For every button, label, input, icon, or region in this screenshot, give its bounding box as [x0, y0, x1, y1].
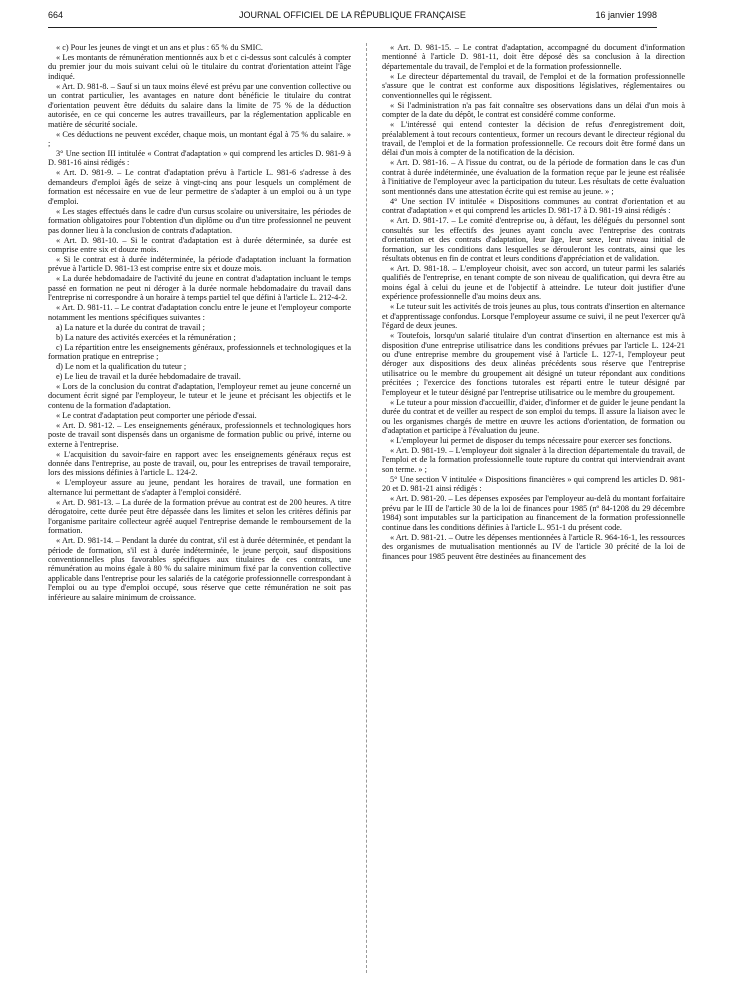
paragraph: 3° Une section III intitulée « Contrat d'adaptation » qui comprend les articles D. 981-9 à D. 981-16 ainsi rédigés :	[48, 148, 351, 168]
left-column	[48, 43, 351, 603]
right-column	[382, 43, 685, 561]
paragraph: « L'acquisition du savoir-faire en rapport avec les enseignements généraux reçus est donnée dans l'entreprise, au poste de travail, ou, pour les entreprises de travail temporaire, lors des missions définies à l'article L. 124-2.	[48, 449, 351, 478]
paragraph: « Art. D. 981-10. – Si le contrat d'adaptation est à durée déterminée, sa durée est comprise entre six et douze mois.	[48, 235, 351, 255]
paragraph: « Art. D. 981-13. – La durée de la formation prévue au contrat est de 200 heures. A titre dérogatoire, cette durée peut être dépassée dans les limites et selon les critères définis par l'organisme paritaire collecteur agréé auquel l'entreprise demande le remboursement de la formation.	[48, 497, 351, 536]
paragraph: « Art. D. 981-15. – Le contrat d'adaptation, accompagné du document d'information mentionné à l'article D. 981-11, doit être déposé dès sa conclusion à la direction départementale du travail, de l'emploi et de la formation professionnelle.	[382, 43, 685, 71]
paragraph: « Art. D. 981-11. – Le contrat d'adaptation conclu entre le jeune et l'employeur comporte notamment les mentions spécifiques suivantes :	[48, 303, 351, 322]
paragraph: 4° Une section IV intitulée « Dispositions communes au contrat d'orientation et au contrat d'adaptation » et qui comprend les articles D. 981-17 à D. 981-19 ainsi rédigés :	[382, 196, 685, 216]
paragraph: « Les stages effectués dans le cadre d'un cursus scolaire ou universitaire, les périodes de formation obligatoires pour l'obtention d'un diplôme ou d'un titre professionnel ne peuvent pas donner lieu à la conclusion de contrats d'adaptation.	[48, 206, 351, 235]
column-separator	[366, 43, 367, 973]
paragraph: « Art. D. 981-12. – Les enseignements généraux, professionnels et technologiques hors poste de travail sont dispensés dans un organisme de formation public ou privé, interne ou externe à l'entreprise.	[48, 420, 351, 449]
paragraph: e) Le lieu de travail et la durée hebdomadaire de travail.	[56, 371, 241, 381]
journal-title: JOURNAL OFFICIEL DE LA RÉPUBLIQUE FRANÇAISE	[239, 10, 466, 20]
paragraph: « Le tuteur suit les activités de trois jeunes au plus, tous contrats d'insertion en alternance et d'apprentissage confondus. Lorsque l'employeur assume ce suivi, il ne peut l'exercer qu'à l'égard de deux jeunes.	[382, 302, 685, 331]
paragraph: a) La nature et la durée du contrat de travail ;	[56, 322, 205, 332]
paragraph: « Le contrat d'adaptation peut comporter une période d'essai.	[56, 410, 257, 420]
paragraph: « Art. D. 981-17. – Le comité d'entreprise ou, à défaut, les délégués du personnel sont consultés sur les effectifs des jeunes ayant conclu avec l'entreprise des contrats d'orientation et des contrats d'adaptation, leur âge, leur sexe, leur niveau initial de formation, sur les conditions dans lesquelles se dérouleront les contrats, ainsi que les résultats obtenus en fin de contrat et leurs conditions d'appréciation et de validation.	[382, 216, 685, 263]
paragraph: « Art. D. 981-8. – Sauf si un taux moins élevé est prévu par une convention collective ou un contrat particulier, les avantages en nature dont bénéficie le titulaire du contrat d'orientation peuvent être déduits du salaire dans la limite de 75 % de la déduction autorisée, en ce qui concerne les autres travailleurs, par la réglementation applicable en matière de sécurité sociale.	[48, 81, 351, 129]
paragraph: « Art. D. 981-20. – Les dépenses exposées par l'employeur au-delà du montant forfaitaire prévu par le III de l'article 30 de la loi de finances pour 1985 (nº 84-1208 du 29 décembre 1984) sont imputables sur la participation au financement de la formation professionnelle continue dans les conditions définies à l'article L. 951-1 du présent code.	[382, 494, 685, 532]
paragraph: « Si l'administration n'a pas fait connaître ses observations dans un délai d'un mois à compter de la date du dépôt, le contrat est considéré comme conforme.	[382, 100, 685, 120]
page-number: 664	[48, 10, 64, 20]
paragraph: « Art. D. 981-21. – Outre les dépenses mentionnées à l'article R. 964-16-1, les ressources des organismes de mutualisation mentionnés au IV de l'article 30 précité de la loi de finances pour 1985 peuvent être destinées au financement des	[382, 532, 685, 561]
paragraph: « Ces déductions ne peuvent excéder, chaque mois, un montant égal à 75 % du salaire. » ;	[48, 129, 351, 149]
paragraph: « L'employeur lui permet de disposer du temps nécessaire pour exercer ses fonctions.	[390, 436, 672, 446]
paragraph: 5° Une section V intitulée « Dispositions financières » qui comprend les articles D. 981-20 et D. 981-21 ainsi rédigés :	[382, 474, 685, 494]
paragraph: « L'intéressé qui entend contester la décision de refus d'enregistrement doit, préalablement à tout recours contentieux, former un recours devant le directeur régional du travail, de l'emploi et de la formation professionnelle. Ce recours doit être formé dans un délai d'un mois à compter de la notification de la décision.	[382, 120, 685, 158]
paragraph: « c) Pour les jeunes de vingt et un ans et plus : 65 % du SMIC.	[56, 43, 263, 52]
paragraph: d) Le nom et la qualification du tuteur ;	[56, 361, 187, 371]
paragraph: « Toutefois, lorsqu'un salarié titulaire d'un contrat d'insertion en alternance est mis à disposition d'une entreprise utilisatrice dans les conditions prévues par l'article L. 124-21 ou d'une entreprise membre du groupement visé à l'article L. 127-1, l'employeur peut déroger aux dispositions des deux alinéas précédents sous réserve que l'entreprise utilisatrice ou le membre du groupement ait désigné un tuteur répondant aux conditions précitées ; l'exercice des fonctions tutorales est réparti entre le tuteur désigné par l'employeur et le tuteur désigné par l'entreprise utilisatrice ou le membre du groupement.	[382, 331, 685, 397]
header-rule	[48, 27, 657, 28]
paragraph: « L'employeur assure au jeune, pendant les horaires de travail, une formation en alternance lui permettant de s'adapter à l'emploi considéré.	[48, 478, 351, 497]
paragraph: « Lors de la conclusion du contrat d'adaptation, l'employeur remet au jeune concerné un document écrit signé par l'employeur, le tuteur et le jeune et précisant les objectifs et le contenu de la formation d'adaptation.	[48, 381, 351, 410]
paragraph: c) La répartition entre les enseignements généraux, professionnels et technologiques et la formation pratique en entreprise ;	[48, 342, 351, 361]
paragraph: « Art. D. 981-9. – Le contrat d'adaptation prévu à l'article L. 981-6 s'adresse à des demandeurs d'emploi âgés de seize à vingt-cinq ans pour lesquels un complément de formation est nécessaire en vue de leur permettre de s'adapter à un emploi ou à un type d'emploi.	[48, 168, 351, 206]
paragraph: « Les montants de rémunération mentionnés aux b et c ci-dessus sont calculés à compter du premier jour du mois suivant celui où le titulaire du contrat d'orientation atteint l'âge indiqué.	[48, 52, 351, 81]
paragraph: « La durée hebdomadaire de l'activité du jeune en contrat d'adaptation incluant le temps passé en formation ne peut ni déroger à la durée normale hebdomadaire du travail dans l'entreprise ni correspondre à un horaire à temps partiel tel que défini à l'article L. 212-4-2.	[48, 274, 351, 303]
paragraph: « Art. D. 981-16. – A l'issue du contrat, ou de la période de formation dans le cas d'un contrat à durée indéterminée, une évaluation de la formation reçue par le jeune est réalisée à l'initiative de l'employeur avec la participation du tuteur. Les résultats de cette évaluation sont mentionnés dans une attestation écrite qui est remise au jeune. » ;	[382, 158, 685, 196]
paragraph: « Art. D. 981-19. – L'employeur doit signaler à la direction départementale du travail, de l'emploi et de la formation professionnelle toute rupture du contrat qui interviendrait avant son terme. » ;	[382, 446, 685, 474]
paragraph: « Le directeur départemental du travail, de l'emploi et de la formation professionnelle s'assure que le contrat est conforme aux dispositions législatives, réglementaires ou conventionnelles qui le régissent.	[382, 71, 685, 100]
paragraph: « Art. D. 981-14. – Pendant la durée du contrat, s'il est à durée déterminée, et pendant la période de formation, s'il est à durée indéterminée, le jeune perçoit, sauf dispositions conventionnelles plus favorables spécifiques aux titulaires de ces contrats, une rémunération au moins égale à 80 % du salaire minimum fixé par la convention collective applicable dans l'entreprise pour les salariés de la catégorie professionnelle correspondant à l'emploi ou au type d'emploi occupé, sous réserve que cette rémunération ne soit pas inférieure au salaire minimum de croissance.	[48, 536, 351, 602]
page-header	[48, 10, 657, 24]
paragraph: « Si le contrat est à durée indéterminée, la période d'adaptation incluant la formation prévue à l'article D. 981-13 est comprise entre six et douze mois.	[48, 254, 351, 274]
paragraph: « Le tuteur a pour mission d'accueillir, d'aider, d'informer et de guider le jeune pendant la durée du contrat et de veiller au respect de son emploi du temps. Il assure la liaison avec le ou les organismes chargés de mettre en œuvre les actions d'orientation, de formation ou d'adaptation et participe à l'évaluation du jeune.	[382, 397, 685, 436]
paragraph: b) La nature des activités exercées et la rémunération ;	[56, 332, 236, 342]
publication-date: 16 janvier 1998	[595, 10, 657, 20]
paragraph: « Art. D. 981-18. – L'employeur choisit, avec son accord, un tuteur parmi les salariés qualifiés de l'entreprise, en tenant compte de son niveau de qualification, qui devra être au moins égal à celui du jeune et de l'objectif à atteindre. Le tuteur doit justifier d'une expérience professionnelle d'au moins deux ans.	[382, 263, 685, 302]
